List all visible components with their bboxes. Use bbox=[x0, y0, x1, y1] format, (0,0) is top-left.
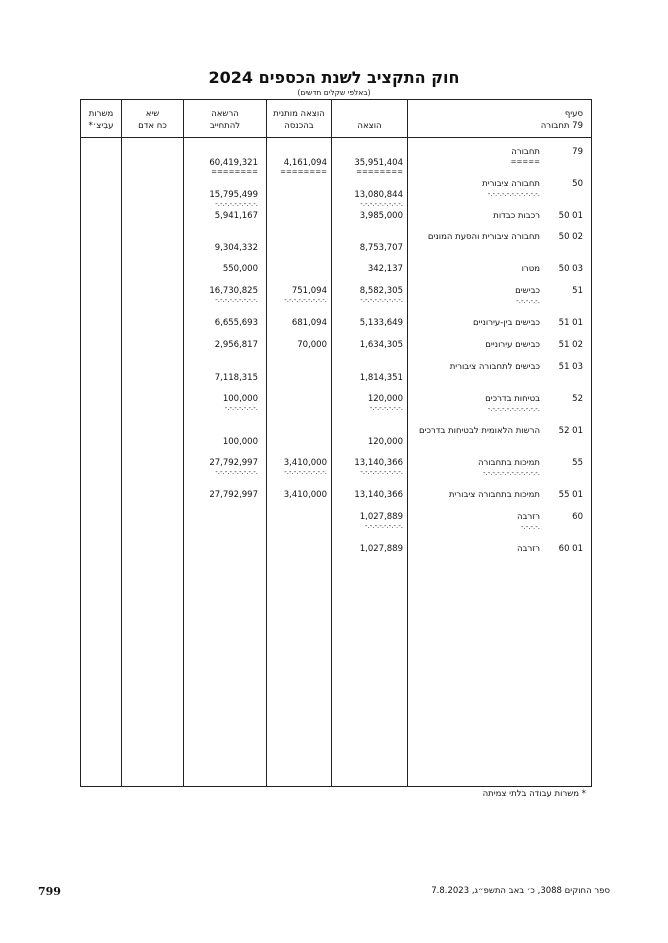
row-expense: 13,080,844 bbox=[354, 190, 403, 200]
row-code: 50 01 bbox=[558, 211, 583, 221]
row-code: 50 02 bbox=[558, 232, 583, 242]
row-expense-underline: -.-.-.-.-.-.-.-. bbox=[364, 522, 403, 530]
row-conditional-underline: -.-.-.-.-.-.-.-.-. bbox=[284, 468, 327, 476]
row-name: תמיכות בתחבורה ציבורית bbox=[448, 490, 540, 500]
column-divider bbox=[266, 100, 267, 786]
row-name: כבישים עירוניים bbox=[485, 340, 540, 350]
row-authorization: 16,730,825 bbox=[209, 286, 258, 296]
header-section: סעיף 79 תחבורה bbox=[540, 109, 583, 131]
row-name-underline: -.-.-.-.-. bbox=[516, 297, 540, 305]
header-expense: הוצאה bbox=[357, 121, 382, 131]
row-name-underline: -.-.-.-.-.-.-.-.-.-.-. bbox=[487, 405, 540, 413]
row-expense: 120,000 bbox=[367, 394, 403, 404]
row-expense: 342,137 bbox=[367, 264, 403, 274]
row-expense: 1,027,889 bbox=[359, 512, 403, 522]
row-authorization: 60,419,321 bbox=[209, 158, 258, 168]
row-authorization: 100,000 bbox=[222, 394, 258, 404]
row-name-underline: -.-.-.-. bbox=[520, 523, 540, 531]
row-code: 52 bbox=[572, 394, 583, 404]
row-conditional-expense: 3,410,000 bbox=[283, 490, 327, 500]
row-name: כבישים bbox=[515, 286, 540, 296]
publication-footer: ספר החוקים 3088, כ׳ באב התשפ״ג, 7.8.2023 bbox=[431, 886, 610, 896]
column-divider bbox=[331, 100, 332, 786]
row-authorization: 27,792,997 bbox=[209, 458, 258, 468]
row-authorization-underline: -.-.-.-.-.-.-.-.-. bbox=[215, 468, 258, 476]
row-expense: 3,985,000 bbox=[359, 211, 403, 221]
row-name: תחבורה bbox=[511, 147, 540, 157]
budget-table bbox=[80, 99, 592, 787]
row-code: 60 bbox=[572, 512, 583, 522]
row-code: 51 bbox=[572, 286, 583, 296]
row-authorization-underline: -.-.-.-.-.-.-.-.-. bbox=[215, 200, 258, 208]
row-code: 51 02 bbox=[558, 340, 583, 350]
row-expense: 8,582,305 bbox=[359, 286, 403, 296]
row-authorization: 2,956,817 bbox=[214, 340, 258, 350]
row-expense: 8,753,707 bbox=[359, 243, 403, 253]
row-expense: 13,140,366 bbox=[354, 458, 403, 468]
row-code: 55 bbox=[572, 458, 583, 468]
row-authorization: 100,000 bbox=[222, 437, 258, 447]
row-conditional-expense: 4,161,094 bbox=[283, 158, 327, 168]
row-expense: 35,951,404 bbox=[354, 158, 403, 168]
row-conditional-expense: 751,094 bbox=[291, 286, 327, 296]
row-code: 79 bbox=[572, 147, 583, 157]
row-authorization: 7,118,315 bbox=[214, 373, 258, 383]
header-authorization: הרשאה להתחייב bbox=[209, 109, 241, 131]
row-expense: 13,140,366 bbox=[354, 490, 403, 500]
row-name-underline: ===== bbox=[510, 158, 540, 166]
row-expense: 5,133,649 bbox=[359, 318, 403, 328]
row-conditional-expense: 681,094 bbox=[291, 318, 327, 328]
row-code: 51 03 bbox=[558, 362, 583, 372]
row-expense: 1,027,889 bbox=[359, 544, 403, 554]
row-expense: 1,634,305 bbox=[359, 340, 403, 350]
row-expense: 1,814,351 bbox=[359, 373, 403, 383]
header-divider bbox=[81, 137, 591, 138]
row-name: מטרו bbox=[521, 264, 540, 274]
row-code: 52 01 bbox=[558, 426, 583, 436]
row-expense-underline: -.-.-.-.-.-.-.-.-. bbox=[360, 468, 403, 476]
row-conditional-underline: ======== bbox=[280, 168, 327, 176]
page-title: חוק התקציב לשנת הכספים 2024 bbox=[208, 68, 460, 87]
row-authorization-underline: -.-.-.-.-.-.-. bbox=[224, 404, 258, 412]
row-conditional-expense: 3,410,000 bbox=[283, 458, 327, 468]
row-code: 50 03 bbox=[558, 264, 583, 274]
row-authorization: 15,795,499 bbox=[209, 190, 258, 200]
column-divider bbox=[407, 100, 408, 786]
row-name: תמיכות בתחבורה bbox=[478, 458, 540, 468]
row-name: כבישים בין-עירוניים bbox=[473, 318, 540, 328]
row-name-underline: -.-.-.-.-.-.-.-.-.-.-.-. bbox=[482, 469, 540, 477]
row-name: בטיחות בדרכים bbox=[485, 394, 540, 404]
footnote: * משרות עבודה בלתי צמיתה bbox=[482, 789, 586, 799]
page-subtitle: (באלפי שקלים חדשים) bbox=[297, 88, 371, 97]
row-name: רכבות כבדות bbox=[493, 211, 540, 221]
row-expense-underline: ======== bbox=[356, 168, 403, 176]
row-authorization: 6,655,693 bbox=[214, 318, 258, 328]
column-divider bbox=[121, 100, 122, 786]
row-conditional-expense: 70,000 bbox=[297, 340, 327, 350]
row-code: 50 bbox=[572, 179, 583, 189]
page-number: 799 bbox=[38, 885, 61, 898]
row-name: רזרבה bbox=[516, 512, 540, 522]
row-authorization: 9,304,332 bbox=[214, 243, 258, 253]
header-conditional-expense: הוצאה מותנית בהכנסה bbox=[273, 109, 325, 131]
row-expense: 120,000 bbox=[367, 437, 403, 447]
header-manpower: שיא כח אדם bbox=[138, 109, 167, 131]
row-authorization: 5,941,167 bbox=[214, 211, 258, 221]
row-expense-underline: -.-.-.-.-.-.-. bbox=[369, 404, 403, 412]
row-expense-underline: -.-.-.-.-.-.-.-.-. bbox=[360, 200, 403, 208]
row-authorization-underline: -.-.-.-.-.-.-.-.-. bbox=[215, 296, 258, 304]
header-contractors: משרות עבִיצ׳* bbox=[88, 109, 114, 131]
row-name: תחבורה ציבורית והסעת המונים bbox=[427, 232, 540, 242]
row-authorization: 550,000 bbox=[222, 264, 258, 274]
row-name: רזרבה bbox=[516, 544, 540, 554]
row-code: 60 01 bbox=[558, 544, 583, 554]
row-name: תחבורה ציבורית bbox=[482, 179, 540, 189]
row-authorization: 27,792,997 bbox=[209, 490, 258, 500]
row-code: 51 01 bbox=[558, 318, 583, 328]
row-name-underline: -.-.-.-.-.-.-.-.-.-.-. bbox=[487, 190, 540, 198]
row-name: כבישים לתחבורה ציבורית bbox=[449, 362, 540, 372]
row-expense-underline: -.-.-.-.-.-.-.-.-. bbox=[360, 296, 403, 304]
row-code: 55 01 bbox=[558, 490, 583, 500]
row-authorization-underline: ======== bbox=[211, 168, 258, 176]
row-name: הרשות הלאומית לבטיחות בדרכים bbox=[418, 426, 540, 436]
column-divider bbox=[183, 100, 184, 786]
row-conditional-underline: -.-.-.-.-.-.-.-.-. bbox=[284, 296, 327, 304]
